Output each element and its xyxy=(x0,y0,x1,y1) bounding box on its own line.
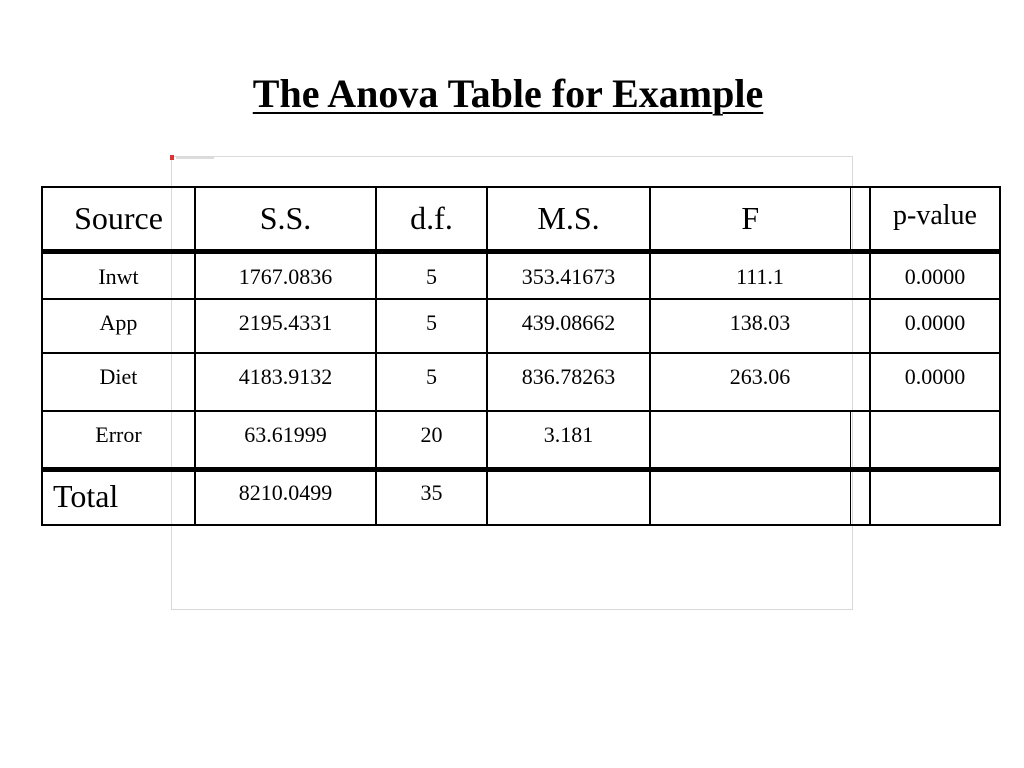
header-f: F xyxy=(650,187,850,251)
cell-total-ms xyxy=(487,469,650,525)
cell-ss: 63.61999 xyxy=(195,411,376,469)
cell-total-label: Total xyxy=(42,469,195,525)
table-row xyxy=(42,411,1000,469)
header-df: d.f. xyxy=(376,187,487,251)
header-ms: M.S. xyxy=(487,187,650,251)
cell-total-f xyxy=(650,469,850,525)
cell-total-ss: 8210.0499 xyxy=(195,469,376,525)
cell-source: Error xyxy=(42,411,195,469)
cell-source: App xyxy=(42,299,195,353)
cell-ms: 836.78263 xyxy=(487,353,650,411)
cell-f: 111.1 xyxy=(650,251,870,299)
embedded-object-icon xyxy=(170,155,220,161)
table-row xyxy=(42,353,1000,411)
cell-ss: 1767.0836 xyxy=(195,251,376,299)
header-source: Source xyxy=(42,187,195,251)
table-row xyxy=(42,299,1000,353)
cell-df: 20 xyxy=(376,411,487,469)
cell-source: Diet xyxy=(42,353,195,411)
cell-ss: 2195.4331 xyxy=(195,299,376,353)
cell-f: 263.06 xyxy=(650,353,870,411)
cell-spacer xyxy=(850,411,870,469)
cell-ms: 3.181 xyxy=(487,411,650,469)
slide-title: The Anova Table for Example xyxy=(252,71,764,116)
cell-ss: 4183.9132 xyxy=(195,353,376,411)
cell-ms: 439.08662 xyxy=(487,299,650,353)
cell-total-spacer xyxy=(850,469,870,525)
cell-pvalue: 0.0000 xyxy=(870,251,1000,299)
header-ss: S.S. xyxy=(195,187,376,251)
cell-pvalue xyxy=(870,411,1000,469)
anova-table xyxy=(41,186,1001,526)
cell-total-pvalue xyxy=(870,469,1000,525)
cell-df: 5 xyxy=(376,299,487,353)
table-row xyxy=(42,251,1000,299)
cell-f: 138.03 xyxy=(650,299,870,353)
total-row xyxy=(42,469,1000,525)
cell-source: Inwt xyxy=(42,251,195,299)
cell-f xyxy=(650,411,850,469)
cell-df: 5 xyxy=(376,251,487,299)
header-row xyxy=(42,187,1000,251)
header-spacer xyxy=(850,187,870,251)
cell-pvalue: 0.0000 xyxy=(870,353,1000,411)
cell-pvalue: 0.0000 xyxy=(870,299,1000,353)
cell-total-df: 35 xyxy=(376,469,487,525)
cell-df: 5 xyxy=(376,353,487,411)
cell-ms: 353.41673 xyxy=(487,251,650,299)
header-pvalue: p-value xyxy=(870,187,1000,251)
